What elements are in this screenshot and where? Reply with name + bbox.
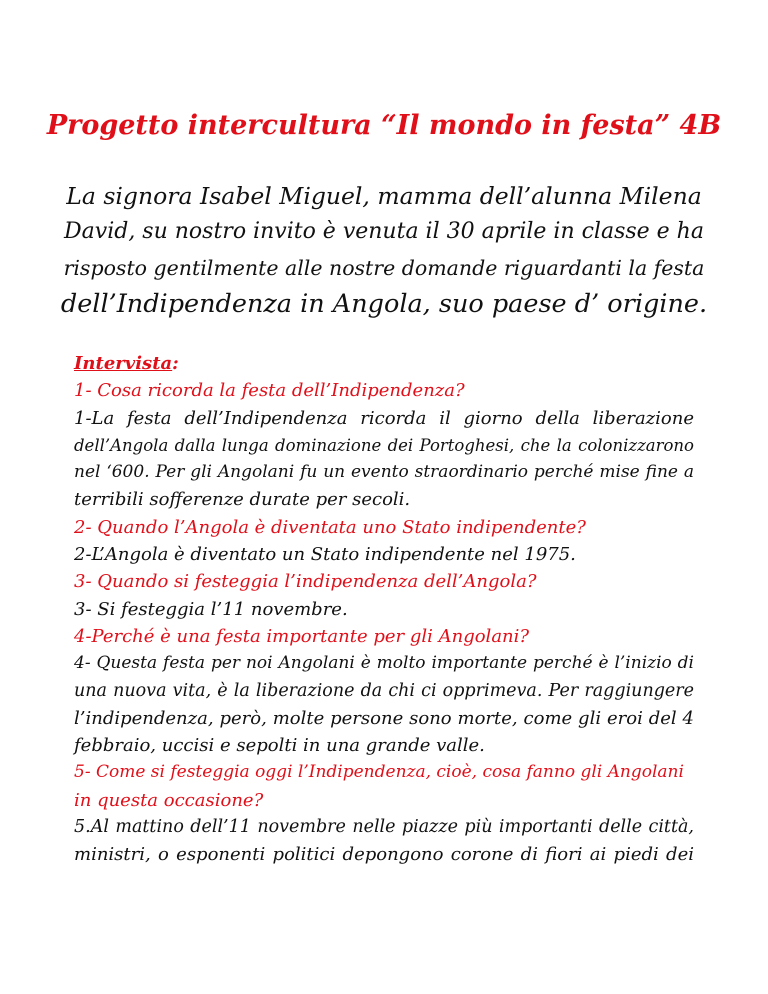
answer-1-line: dell’Angola dalla lunga dominazione dei Portoghesi, che la colonizzarono	[74, 435, 694, 455]
question-3: 3- Quando si festeggia l’indipendenza dell’Angola?	[74, 571, 537, 593]
question-5-line: in questa occasione?	[74, 789, 264, 811]
interview-heading-label: Intervista	[74, 353, 173, 374]
answer-5-line: 5.Al mattino dell’11 novembre nelle piazze più importanti delle città,	[74, 817, 694, 838]
document-title: Progetto intercultura “Il mondo in festa” 4B	[46, 110, 722, 141]
question-4: 4-Perché è una festa importante per gli Angolani?	[74, 625, 530, 647]
interview-heading-colon: :	[172, 353, 179, 374]
question-5-line: 5- Come si festeggia oggi l’Indipendenza, cioè, cosa fanno gli Angolani	[74, 762, 684, 783]
intro-line: La signora Isabel Miguel, mamma dell’alunna Milena	[66, 182, 702, 210]
answer-4-line: una nuova vita, è la liberazione da chi ci opprimeva. Per raggiungere	[74, 680, 694, 701]
intro-line: risposto gentilmente alle nostre domande riguardanti la festa	[63, 256, 705, 280]
intro-paragraph	[60, 178, 708, 322]
answer-1-line: nel ‘600. Per gli Angolani fu un evento straordinario perché mise fine a	[74, 462, 694, 483]
answer-1-line: 1-La festa dell’Indipendenza ricorda il giorno della liberazione	[74, 407, 694, 429]
question-2: 2- Quando l’Angola è diventata uno Stato indipendente?	[74, 516, 586, 538]
interview-heading	[74, 350, 694, 377]
intro-line: David, su nostro invito è venuta il 30 aprile in classe e ha	[64, 219, 704, 244]
interview-section	[74, 350, 694, 869]
answer-3: 3- Si festeggia l’11 novembre.	[74, 598, 348, 620]
answer-2: 2-L’Angola è diventato un Stato indipendente nel 1975.	[74, 544, 576, 566]
answer-1-line: terribili sofferenze durate per secoli.	[74, 489, 411, 511]
intro-line: dell’Indipendenza in Angola, suo paese d’ origine.	[60, 289, 708, 319]
answer-4-line: febbraio, uccisi e sepolti in una grande valle.	[74, 735, 485, 757]
answer-5-line: ministri, o esponenti politici depongono corone di fiori ai piedi dei	[74, 844, 694, 866]
question-1: 1- Cosa ricorda la festa dell’Indipendenza?	[74, 380, 465, 402]
answer-4-line: l’indipendenza, però, molte persone sono morte, come gli eroi del 4	[74, 707, 694, 729]
answer-4-line: 4- Questa festa per noi Angolani è molto importante perché è l’inizio di	[74, 653, 694, 674]
